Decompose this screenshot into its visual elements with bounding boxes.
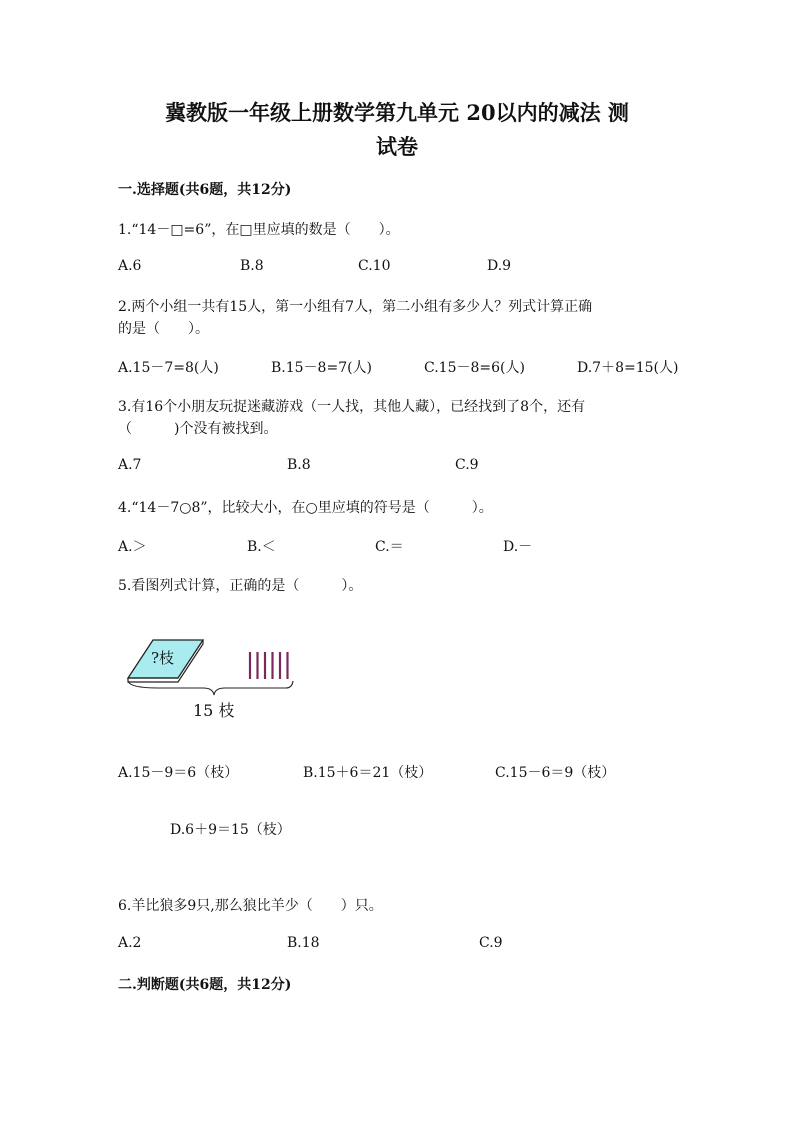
q4-option-c: C.＝	[375, 539, 404, 555]
question-2-line2: 的是（ ）。	[118, 321, 209, 337]
q1-option-d: D.9	[487, 258, 512, 274]
page-title-line2: 试卷	[376, 134, 418, 159]
q5-option-c: C.15－6＝9（枝）	[495, 765, 616, 781]
q2-option-c: C.15－8=6(人)	[424, 360, 525, 376]
q6-option-c: C.9	[479, 935, 503, 951]
total-label: 15 枝	[193, 701, 235, 720]
q4-option-a: A.＞	[118, 539, 147, 555]
q5-option-b: B.15＋6＝21（枝）	[303, 765, 433, 781]
question-4: 4.“14－7○8”，比较大小，在○里应填的符号是（ ）。	[118, 500, 493, 516]
q5-option-a: A.15－9＝6（枝）	[118, 765, 239, 781]
q1-option-b: B.8	[240, 258, 264, 274]
q3-option-c: C.9	[455, 457, 479, 473]
box-label: ?枝	[151, 649, 175, 667]
q4-option-b: B.＜	[247, 539, 276, 555]
q2-option-a: A.15－7=8(人)	[118, 360, 219, 376]
question-3-line1: 3.有16个小朋友玩捉迷藏游戏（一人找，其他人藏），已经找到了8个，还有	[118, 399, 586, 415]
pencil-box-figure	[118, 628, 318, 723]
q2-option-b: B.15－8=7(人)	[271, 360, 373, 376]
q5-option-d: D.6＋9＝15（枝）	[170, 822, 291, 838]
question-3-line2: （ )个没有被找到。	[118, 421, 278, 437]
pencil-group	[250, 652, 288, 679]
q4-option-d: D.－	[503, 539, 533, 555]
q1-option-c: C.10	[358, 258, 391, 274]
question-2-line1: 2.两个小组一共有15人，第一小组有7人，第二小组有多少人？列式计算正确	[118, 299, 593, 315]
page-title-line1: 冀教版一年级上册数学第九单元 20以内的减法 测	[165, 100, 629, 125]
q1-option-a: A.6	[118, 258, 142, 274]
q6-option-a: A.2	[118, 935, 142, 951]
q3-option-a: A.7	[118, 457, 142, 473]
total-brace	[128, 681, 293, 695]
section-heading-judgement: 二.判断题(共6题，共12分)	[118, 977, 292, 993]
section-heading-choice: 一.选择题(共6题，共12分)	[118, 182, 292, 198]
q2-option-d: D.7＋8=15(人)	[577, 360, 679, 376]
question-5: 5.看图列式计算，正确的是（ ）。	[118, 578, 363, 594]
q6-option-b: B.18	[287, 935, 320, 951]
question-1: 1.“14－□=6”，在□里应填的数是（ ）。	[118, 222, 400, 238]
q3-option-b: B.8	[287, 457, 311, 473]
question-6: 6.羊比狼多9只,那么狼比羊少（ ）只。	[118, 898, 383, 914]
